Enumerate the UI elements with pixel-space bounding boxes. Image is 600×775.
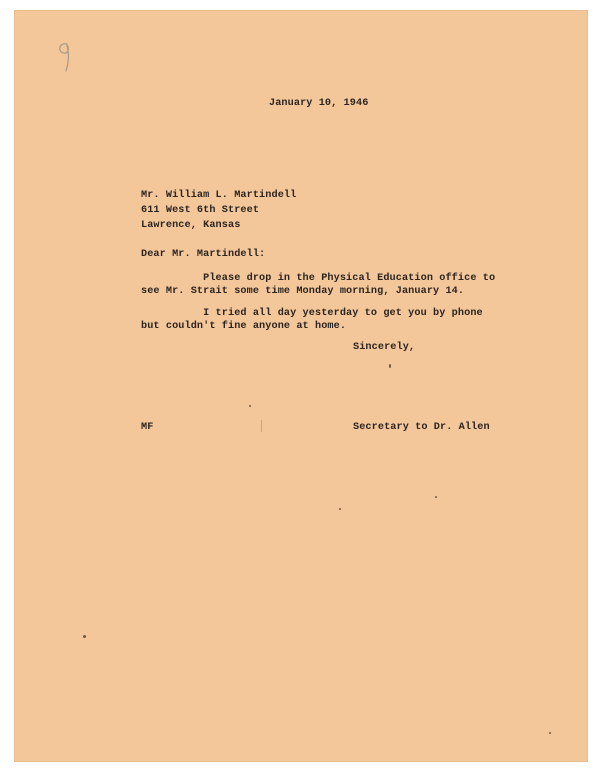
letter-page: [14, 10, 588, 762]
salutation: Dear Mr. Martindell:: [141, 249, 266, 260]
paper-speck: [549, 732, 551, 734]
recipient-name: Mr. William L. Martindell: [141, 190, 297, 201]
signature-line: Secretary to Dr. Allen: [353, 422, 490, 433]
recipient-city: Lawrence, Kansas: [141, 220, 241, 231]
paper-speck: [249, 405, 251, 407]
paragraph-1-line-2: see Mr. Strait some time Monday morning, January 14.: [141, 286, 465, 297]
typist-initials: MF: [141, 422, 154, 433]
paper-speck: [389, 364, 391, 368]
paper-speck: [435, 496, 437, 498]
paragraph-2-line-1: I tried all day yesterday to get you by phone: [141, 308, 483, 319]
closing: Sincerely,: [353, 342, 416, 353]
recipient-street: 611 West 6th Street: [141, 205, 260, 216]
paper-speck: [83, 635, 86, 638]
paragraph-2-line-2: but couldn't fine anyone at home.: [141, 321, 347, 332]
paper-speck: [339, 508, 341, 510]
paragraph-1-line-1: Please drop in the Physical Education office to: [141, 273, 496, 284]
paragraph-2: [141, 307, 483, 333]
pencil-mark-icon: [54, 40, 74, 74]
paper-speck: [261, 420, 262, 432]
paragraph-1: [141, 272, 495, 298]
letter-date: January 10, 1946: [269, 98, 369, 109]
